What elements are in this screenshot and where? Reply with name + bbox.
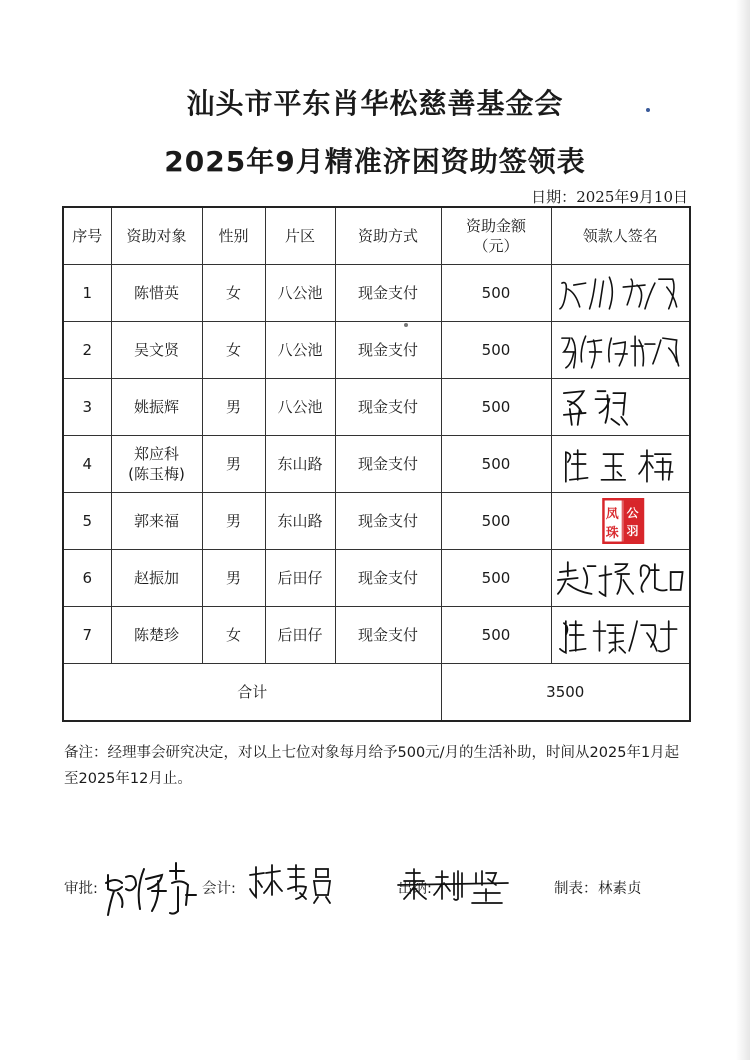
cell-no: 4 <box>63 436 111 493</box>
column-header: 性别 <box>202 207 265 265</box>
cell-method: 现金支付 <box>335 265 441 322</box>
signature-cell <box>551 436 690 493</box>
cell-area: 八公池 <box>265 265 335 322</box>
org-title: 汕头市平东肖华松慈善基金会 <box>186 87 564 120</box>
cell-method: 现金支付 <box>335 436 441 493</box>
cell-method: 现金支付 <box>335 550 441 607</box>
cell-amount: 500 <box>441 265 551 322</box>
table-row <box>63 265 690 322</box>
cell-area: 东山路 <box>265 493 335 550</box>
total-label: 合计 <box>63 664 441 722</box>
table-row <box>63 322 690 379</box>
form-title: 2025年9月精准济困资助签领表 <box>164 145 586 178</box>
handwritten-signature <box>552 265 690 321</box>
accountant-label: 会计: <box>202 881 236 897</box>
cell-method: 现金支付 <box>335 379 441 436</box>
cell-no: 3 <box>63 379 111 436</box>
cell-area: 八公池 <box>265 322 335 379</box>
total-row <box>63 664 690 722</box>
date-line <box>531 186 688 207</box>
cell-amount: 500 <box>441 607 551 664</box>
approve-label: 审批: <box>64 881 98 897</box>
cell-amount: 500 <box>441 322 551 379</box>
table-row <box>63 607 690 664</box>
approval-footer <box>64 865 704 935</box>
cell-method: 现金支付 <box>335 322 441 379</box>
seal-stamp <box>552 493 690 549</box>
signature-cell <box>551 607 690 664</box>
cell-name: 姚振辉 <box>111 379 202 436</box>
cell-name: 陈惜英 <box>111 265 202 322</box>
cell-no: 7 <box>63 607 111 664</box>
cell-area: 后田仔 <box>265 550 335 607</box>
cell-gender: 女 <box>202 265 265 322</box>
svg-text:羽: 羽 <box>626 523 639 538</box>
cell-no: 5 <box>63 493 111 550</box>
column-header: 资助金额（元） <box>441 207 551 265</box>
cashier-label: 出纳: <box>398 881 432 897</box>
cell-gender: 男 <box>202 550 265 607</box>
column-header: 资助方式 <box>335 207 441 265</box>
cell-name: 郭来福 <box>111 493 202 550</box>
cell-amount: 500 <box>441 379 551 436</box>
cell-area: 八公池 <box>265 379 335 436</box>
column-header: 片区 <box>265 207 335 265</box>
cell-amount: 500 <box>441 436 551 493</box>
signature-cell <box>551 322 690 379</box>
cell-name: 郑应科 (陈玉梅) <box>111 436 202 493</box>
table-row <box>63 493 690 550</box>
cell-name: 吴文贤 <box>111 322 202 379</box>
handwritten-signature <box>552 550 690 606</box>
cell-amount: 500 <box>441 550 551 607</box>
cell-no: 2 <box>63 322 111 379</box>
cell-gender: 男 <box>202 493 265 550</box>
column-header: 资助对象 <box>111 207 202 265</box>
table-header-row <box>63 207 690 265</box>
signature-cell <box>551 493 690 550</box>
cell-gender: 女 <box>202 322 265 379</box>
signature-cell <box>551 379 690 436</box>
cell-gender: 女 <box>202 607 265 664</box>
cell-area: 东山路 <box>265 436 335 493</box>
column-header: 领款人签名 <box>551 207 690 265</box>
cell-name: 赵振加 <box>111 550 202 607</box>
disbursement-table <box>62 206 691 722</box>
cell-method: 现金支付 <box>335 607 441 664</box>
cell-amount: 500 <box>441 493 551 550</box>
date-label: 日期： <box>531 188 577 206</box>
cell-no: 1 <box>63 265 111 322</box>
remark-note: 备注：经理事会研究决定，对以上七位对象每月给予500元/月的生活补助，时间从2025年1月起至2025年12月止。 <box>64 745 680 787</box>
cell-no: 6 <box>63 550 111 607</box>
accountant-signature <box>244 859 334 909</box>
table-row <box>63 379 690 436</box>
table-row <box>63 550 690 607</box>
maker-label: 制表： <box>554 881 598 897</box>
cell-gender: 男 <box>202 379 265 436</box>
maker-name: 林素贞 <box>598 881 642 897</box>
svg-text:公: 公 <box>626 506 639 521</box>
handwritten-signature <box>552 607 690 663</box>
approve-signature <box>100 857 210 927</box>
handwritten-signature <box>552 379 690 435</box>
cell-gender: 男 <box>202 436 265 493</box>
date-value: 2025年9月10日 <box>576 188 688 206</box>
signature-cell <box>551 265 690 322</box>
handwritten-signature <box>552 322 690 378</box>
cashier-signature <box>396 863 516 909</box>
table-row <box>63 436 690 493</box>
svg-text:凤: 凤 <box>605 507 619 523</box>
total-value: 3500 <box>441 664 690 722</box>
svg-text:珠: 珠 <box>605 525 619 541</box>
handwritten-signature <box>552 436 690 492</box>
signature-cell <box>551 550 690 607</box>
column-header: 序号 <box>63 207 111 265</box>
cell-area: 后田仔 <box>265 607 335 664</box>
cell-name: 陈楚珍 <box>111 607 202 664</box>
cell-method: 现金支付 <box>335 493 441 550</box>
